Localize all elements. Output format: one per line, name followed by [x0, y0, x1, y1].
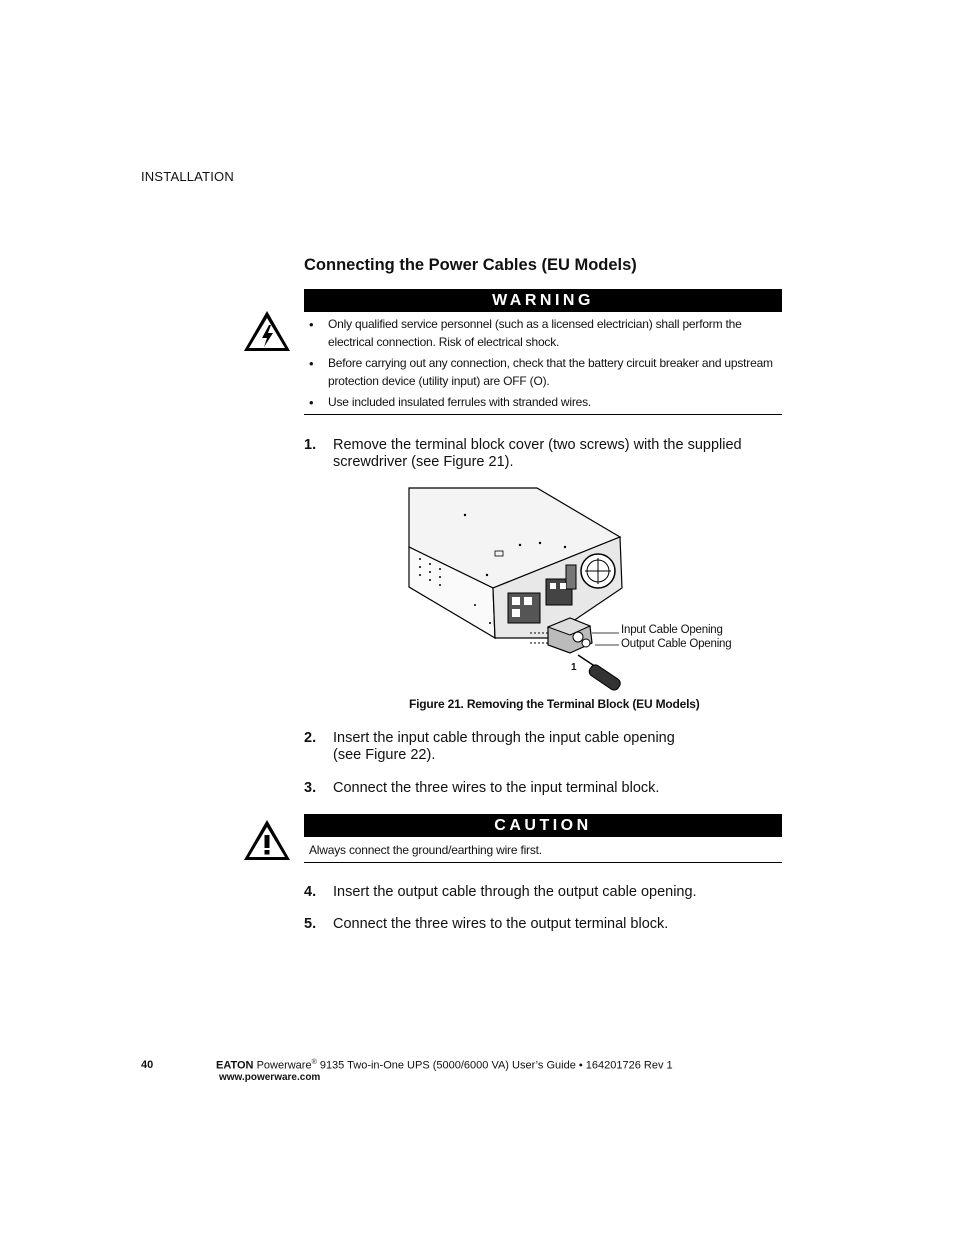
- warning-item: • Before carrying out any connection, check that the battery circuit breaker and upstream protection device (utility input) are OFF (O).: [309, 356, 773, 388]
- warning-rule: [304, 414, 782, 415]
- footer-url: www.powerware.com: [219, 1072, 321, 1083]
- step-1: 1. Remove the terminal block cover (two screws) with the supplied screwdriver (see Figure 21).: [304, 437, 742, 470]
- section-label: INSTALLATION: [141, 169, 234, 184]
- footer-doc-info: EATON Powerware® 9135 Two-in-One UPS (5000/6000 VA) User’s Guide • 164201726 Rev 1: [216, 1059, 673, 1072]
- step-3: 3. Connect the three wires to the input terminal block.: [304, 780, 660, 796]
- input-cable-opening-label: Input Cable Opening: [621, 624, 723, 636]
- caution-banner: CAUTION: [304, 814, 782, 837]
- caution-text: Always connect the ground/earthing wire first.: [309, 843, 542, 857]
- caution-icon-wrap: [242, 818, 292, 862]
- exclamation-warning-icon: [242, 818, 292, 862]
- electrical-hazard-icon: [242, 309, 292, 353]
- warning-list: [306, 316, 782, 416]
- warning-banner: WARNING: [304, 289, 782, 312]
- warning-icon-wrap: [242, 309, 292, 353]
- callout-number: 1: [571, 662, 577, 673]
- figure-caption: Figure 21. Removing the Terminal Block (EU Models): [409, 697, 700, 711]
- step-2: 2. Insert the input cable through the input cable opening (see Figure 22).: [304, 730, 675, 763]
- caution-rule: [304, 862, 782, 863]
- output-cable-opening-label: Output Cable Opening: [621, 638, 732, 650]
- page-heading: Connecting the Power Cables (EU Models): [304, 256, 637, 274]
- step-5: 5. Connect the three wires to the output terminal block.: [304, 916, 669, 932]
- warning-item: • Use included insulated ferrules with stranded wires.: [309, 395, 592, 410]
- page-number: 40: [141, 1059, 154, 1071]
- step-4: 4. Insert the output cable through the output cable opening.: [304, 884, 697, 900]
- warning-item: • Only qualified service personnel (such as a licensed electrician) shall perform the electrical connection. Risk of electrical shock.: [309, 317, 742, 349]
